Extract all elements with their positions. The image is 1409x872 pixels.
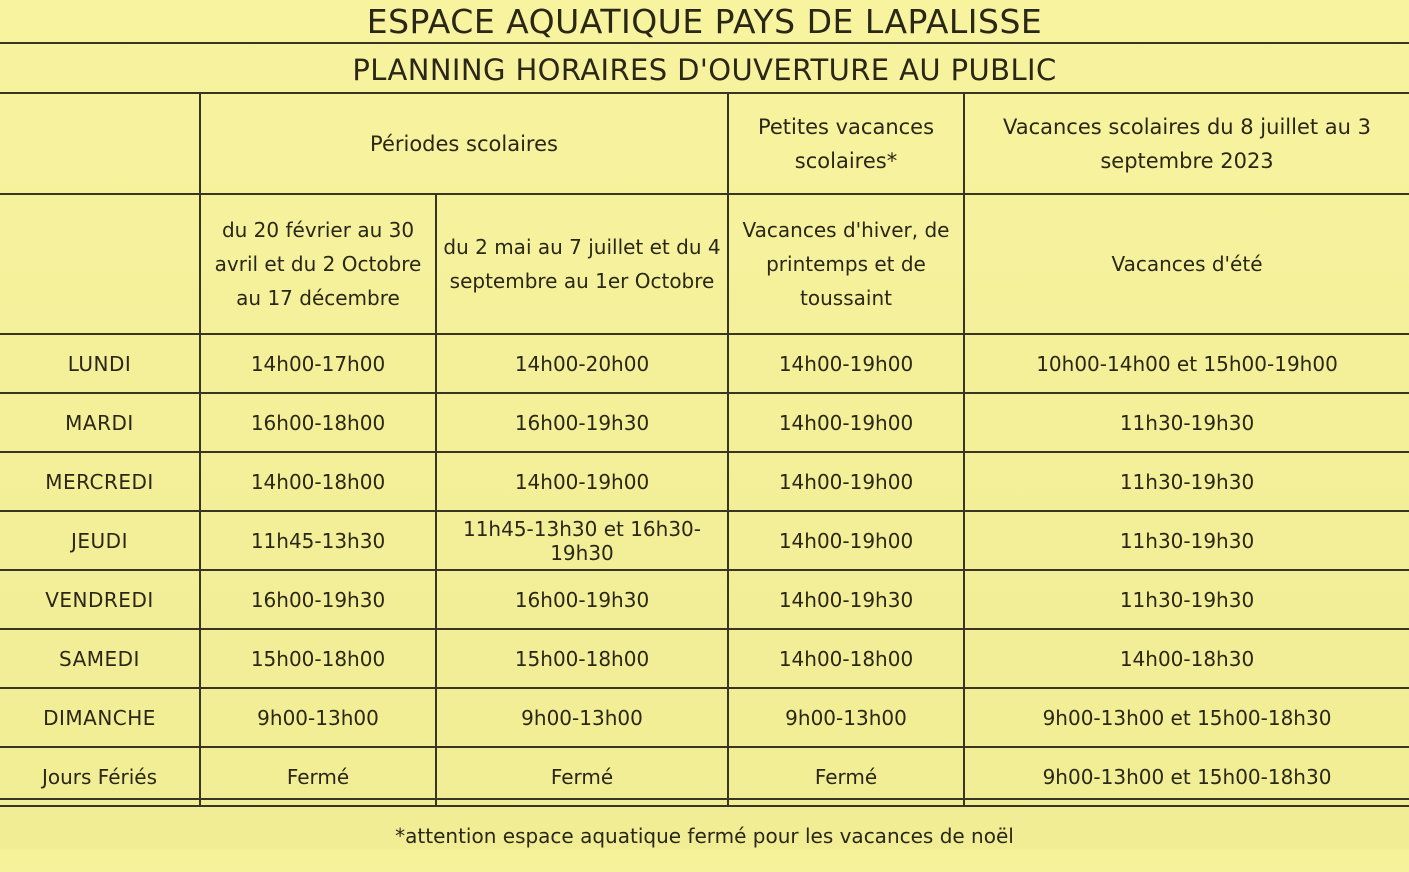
footnote: *attention espace aquatique fermé pour les vacances de noël [0,798,1409,850]
day-label: Jours Fériés [0,747,200,806]
hours-cell: 15h00-18h00 [436,629,728,688]
day-label: LUNDI [0,334,200,393]
hours-cell: 9h00-13h00 [200,688,436,747]
table-row [0,629,1409,688]
header-col3: Vacances d'hiver, de printemps et de toussaint [728,194,964,334]
table-row [0,452,1409,511]
day-label: DIMANCHE [0,688,200,747]
day-label: VENDREDI [0,570,200,629]
hours-cell: 14h00-17h00 [200,334,436,393]
header-periodes-scolaires: Périodes scolaires [200,94,728,194]
document-subtitle: PLANNING HORAIRES D'OUVERTURE AU PUBLIC [0,44,1409,94]
hours-cell: 16h00-19h30 [436,570,728,629]
hours-cell: 16h00-19h30 [436,393,728,452]
header-col1: du 20 février au 30 avril et du 2 Octobre au 17 décembre [200,194,436,334]
hours-cell: 11h30-19h30 [964,570,1409,629]
table-row [0,393,1409,452]
hours-cell: 14h00-18h30 [964,629,1409,688]
table-row [0,570,1409,629]
header-vacances-ete: Vacances scolaires du 8 juillet au 3 septembre 2023 [964,94,1409,194]
hours-cell: Fermé [436,747,728,806]
document-title: ESPACE AQUATIQUE PAYS DE LAPALISSE [0,0,1409,44]
hours-cell: 11h30-19h30 [964,511,1409,570]
header-corner-cell [0,94,200,194]
header-petites-vacances: Petites vacances scolaires* [728,94,964,194]
hours-cell: 9h00-13h00 [728,688,964,747]
hours-cell: 14h00-19h00 [728,334,964,393]
hours-cell: 14h00-18h00 [200,452,436,511]
hours-cell: 9h00-13h00 [436,688,728,747]
hours-cell: 14h00-19h00 [728,452,964,511]
hours-cell: Fermé [728,747,964,806]
header-row-periods [0,94,1409,194]
hours-cell: 11h30-19h30 [964,393,1409,452]
hours-cell: 14h00-19h00 [728,511,964,570]
day-label: SAMEDI [0,629,200,688]
hours-cell: 10h00-14h00 et 15h00-19h00 [964,334,1409,393]
header-col4: Vacances d'été [964,194,1409,334]
table-row [0,334,1409,393]
hours-cell: 14h00-19h00 [728,393,964,452]
hours-cell: 11h45-13h30 et 16h30-19h30 [436,511,728,570]
opening-hours-table [0,94,1409,807]
table-row [0,688,1409,747]
day-label: MERCREDI [0,452,200,511]
day-label: MARDI [0,393,200,452]
hours-cell: 14h00-19h00 [436,452,728,511]
hours-cell: 11h30-19h30 [964,452,1409,511]
hours-cell: 14h00-18h00 [728,629,964,688]
hours-cell: 15h00-18h00 [200,629,436,688]
hours-cell: 14h00-19h30 [728,570,964,629]
header-row-subperiods [0,194,1409,334]
hours-cell: 9h00-13h00 et 15h00-18h30 [964,688,1409,747]
header-corner-cell-2 [0,194,200,334]
hours-cell: 9h00-13h00 et 15h00-18h30 [964,747,1409,806]
hours-cell: 11h45-13h30 [200,511,436,570]
hours-cell: 16h00-18h00 [200,393,436,452]
hours-cell: 16h00-19h30 [200,570,436,629]
hours-cell: 14h00-20h00 [436,334,728,393]
table-row [0,511,1409,570]
header-col2: du 2 mai au 7 juillet et du 4 septembre au 1er Octobre [436,194,728,334]
hours-cell: Fermé [200,747,436,806]
day-label: JEUDI [0,511,200,570]
